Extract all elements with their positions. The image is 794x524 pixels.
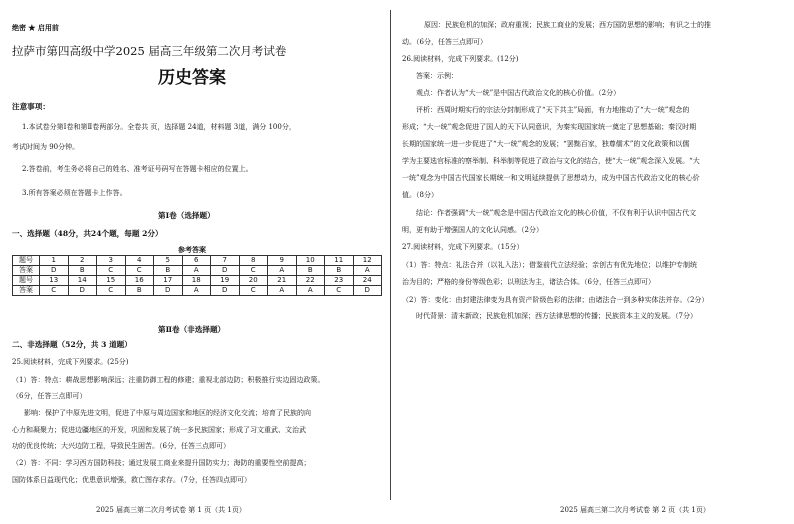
right-line-2: 26.阅读材料，完成下列要求。(12分) bbox=[402, 55, 519, 63]
right-line-7: 长期的国家统一进一步促进了“大一统”观念的发展；“罢黜百家，独尊儒术”的文化政策和以儒 bbox=[402, 140, 690, 148]
answer-cell: A bbox=[182, 266, 211, 276]
answer-cell: C bbox=[97, 286, 126, 296]
answer-cell: 12 bbox=[353, 256, 382, 266]
answer-cell: 22 bbox=[296, 276, 325, 286]
left-line-4: 心力和凝聚力；促进边疆地区的开发，巩固和发展了统一多民族国家；形成了习文重武、文治武 bbox=[12, 426, 306, 434]
answer-cell: D bbox=[68, 286, 97, 296]
right-line-4: 观点：作者认为“大一统”是中国古代政治文化的核心价值。（2分） bbox=[416, 89, 621, 97]
answer-cell: D bbox=[211, 286, 240, 296]
right-line-10: 值。（8分） bbox=[402, 191, 438, 199]
part2-title: 第Ⅱ卷（非选择题） bbox=[158, 325, 226, 334]
answer-cell: 20 bbox=[239, 276, 268, 286]
answer-cell: A bbox=[268, 286, 297, 296]
answer-cell: C bbox=[97, 266, 126, 276]
answer-cell: C bbox=[325, 286, 354, 296]
answer-cell: 5 bbox=[154, 256, 183, 266]
answer-cell: 9 bbox=[268, 256, 297, 266]
right-line-5: 评析：西周时期实行的宗法分封制形成了“天下共主”局面，有力地推动了“大一统”观念的 bbox=[416, 106, 690, 114]
column-divider bbox=[390, 10, 391, 500]
answer-cell: 6 bbox=[182, 256, 211, 266]
answer-row-header: 题号 bbox=[13, 276, 40, 286]
page-right bbox=[396, 0, 794, 524]
left-line-3: 影响：保护了中原先进文明，促进了中原与周边国家和地区的经济文化交流；培育了民族的向 bbox=[24, 409, 311, 417]
notice-2: 2.答卷前，考生务必将自己的姓名、准考证号码写在答题卡相应的位置上。 bbox=[22, 165, 253, 173]
right-line-6: 形成；“大一统”观念促进了国人的天下认同意识，为秦实现国家统一奠定了思想基础；秦汉时期 bbox=[402, 123, 697, 131]
answer-cell: 23 bbox=[325, 276, 354, 286]
notice-1: 1.本试卷分第Ⅰ卷和第Ⅱ卷两部分。全卷共 页，选择题 24道，材料题 3道，满分 100分， bbox=[22, 123, 296, 131]
answer-cell: 16 bbox=[125, 276, 154, 286]
answer-cell: 7 bbox=[211, 256, 240, 266]
left-line-0: 25.阅读材料，完成下列要求。(25分) bbox=[12, 358, 129, 366]
page-left bbox=[0, 0, 390, 524]
answer-cell: B bbox=[154, 266, 183, 276]
answer-cell: B bbox=[125, 286, 154, 296]
answer-row-header: 题号 bbox=[13, 256, 40, 266]
answer-cell: C bbox=[40, 286, 69, 296]
answer-cell: A bbox=[353, 266, 382, 276]
answer-cell: A bbox=[182, 286, 211, 296]
footer-right: 2025 届高三第二次月考试卷 第 2 页（共 1页） bbox=[560, 506, 710, 514]
school-title: 拉萨市第四高级中学2025 届高三年级第二次月考试卷 bbox=[12, 44, 287, 58]
answer-cell: B bbox=[325, 266, 354, 276]
right-line-3: 答案：示例： bbox=[416, 72, 458, 80]
answer-cell: D bbox=[211, 266, 240, 276]
right-line-12: 明，更有助于增强国人的文化认同感。（2分） bbox=[402, 226, 543, 234]
answer-cell: C bbox=[239, 266, 268, 276]
answer-cell: 24 bbox=[353, 276, 382, 286]
answer-cell: 15 bbox=[97, 276, 126, 286]
answer-cell: 11 bbox=[325, 256, 354, 266]
answer-cell: 13 bbox=[40, 276, 69, 286]
answer-cell: D bbox=[353, 286, 382, 296]
notice-3: 3.所有答案必须在答题卡上作答。 bbox=[22, 189, 127, 197]
left-line-5: 功的优良传统；大兴边防工程，导致民生困苦。（6分，任答三点即可） bbox=[12, 442, 230, 450]
answer-cell: A bbox=[296, 286, 325, 296]
answer-table bbox=[12, 255, 382, 296]
answer-cell: 14 bbox=[68, 276, 97, 286]
right-line-16: （2）答：变化：由封建法律变为具有资产阶级色彩的法律；由诸法合一到多种实体法并存。（2分） bbox=[402, 296, 709, 304]
right-line-8: 学为主要选官标准的察举制、科举制等促进了政治与文化的结合，使“大一统”观念深入发展。“大 bbox=[402, 157, 700, 165]
answer-cell: C bbox=[125, 266, 154, 276]
answer-row bbox=[13, 266, 382, 276]
section2-title: 二、非选择题（52分，共 3 道题） bbox=[12, 340, 132, 349]
answer-row bbox=[13, 276, 382, 286]
footer-left: 2025 届高三第二次月考试卷 第 1 页（共 1页） bbox=[96, 506, 246, 514]
answer-cell: D bbox=[154, 286, 183, 296]
answer-cell: 1 bbox=[40, 256, 69, 266]
answer-cell: 3 bbox=[97, 256, 126, 266]
answer-cell: 17 bbox=[154, 276, 183, 286]
right-line-1: 动。（6分，任答三点即可） bbox=[402, 38, 487, 46]
left-line-1: （1）答：特点：耕战思想影响深远；注重防御工程的修建；重视北部边防；积极推行实边固边政策。 bbox=[12, 376, 325, 384]
answer-cell: D bbox=[40, 266, 69, 276]
section1-title: 一、选择题（48分，共24个题，每题 2分） bbox=[12, 229, 163, 238]
answer-row-header: 答案 bbox=[13, 266, 40, 276]
answer-row bbox=[13, 286, 382, 296]
secret-label: 绝密 ★ 启用前 bbox=[12, 23, 59, 32]
answer-cell: 10 bbox=[296, 256, 325, 266]
answer-cell: 8 bbox=[239, 256, 268, 266]
left-line-6: （2）答：不同：学习西方国防科技；通过发展工商业来提升国防实力；海防的重要性空前提高； bbox=[12, 459, 311, 467]
right-line-13: 27.阅读材料，完成下列要求。（15分） bbox=[402, 243, 524, 251]
right-line-11: 结论：作者强调“大一统”观念是中国古代政治文化的核心价值，不仅有利于认识中国古代文 bbox=[416, 209, 697, 217]
answer-cell: B bbox=[296, 266, 325, 276]
answer-row-header: 答案 bbox=[13, 286, 40, 296]
notice-title: 注意事项： bbox=[12, 102, 50, 111]
left-line-7: 国防体系日益现代化；优患意识增强，救亡图存求存。（7分，任答四点即可） bbox=[12, 476, 251, 484]
part1-title: 第Ⅰ卷（选择题） bbox=[158, 211, 215, 220]
right-line-14: （1）答：特点：礼法合并（以礼入法）；借鉴前代立法经验；亲创古有优先地位；以维护专制统 bbox=[402, 261, 697, 269]
answer-cell: 18 bbox=[182, 276, 211, 286]
ref-answer-label: 参考答案 bbox=[178, 245, 206, 254]
answer-row bbox=[13, 256, 382, 266]
answer-cell: 21 bbox=[268, 276, 297, 286]
right-line-15: 治为目的；严格的身份等级色彩；以刑法为主，诸法合体。（6分，任答三点即可） bbox=[402, 278, 655, 286]
answer-cell: B bbox=[68, 266, 97, 276]
left-line-2: （6分，任答三点即可） bbox=[12, 392, 87, 400]
notice-1b: 考试时间为 90分钟。 bbox=[12, 143, 80, 151]
answer-cell: A bbox=[268, 266, 297, 276]
answer-cell: 19 bbox=[211, 276, 240, 286]
answer-cell: 4 bbox=[125, 256, 154, 266]
subject-title: 历史答案 bbox=[158, 68, 226, 88]
answer-cell: C bbox=[239, 286, 268, 296]
answer-cell: 2 bbox=[68, 256, 97, 266]
right-line-0: 原因：民族危机的加深；政府重视；民族工商业的发展；西方国防思想的影响；有识之士的推 bbox=[424, 21, 711, 29]
right-line-9: 一统”观念为中国古代国家长期统一和文明延续提供了思想动力，成为中国古代政治文化的核心价 bbox=[402, 174, 700, 182]
right-line-17: 时代背景：清末新政；民族危机加深；西方法律思想的传播；民族资本主义的发展。（7分） bbox=[416, 312, 697, 320]
